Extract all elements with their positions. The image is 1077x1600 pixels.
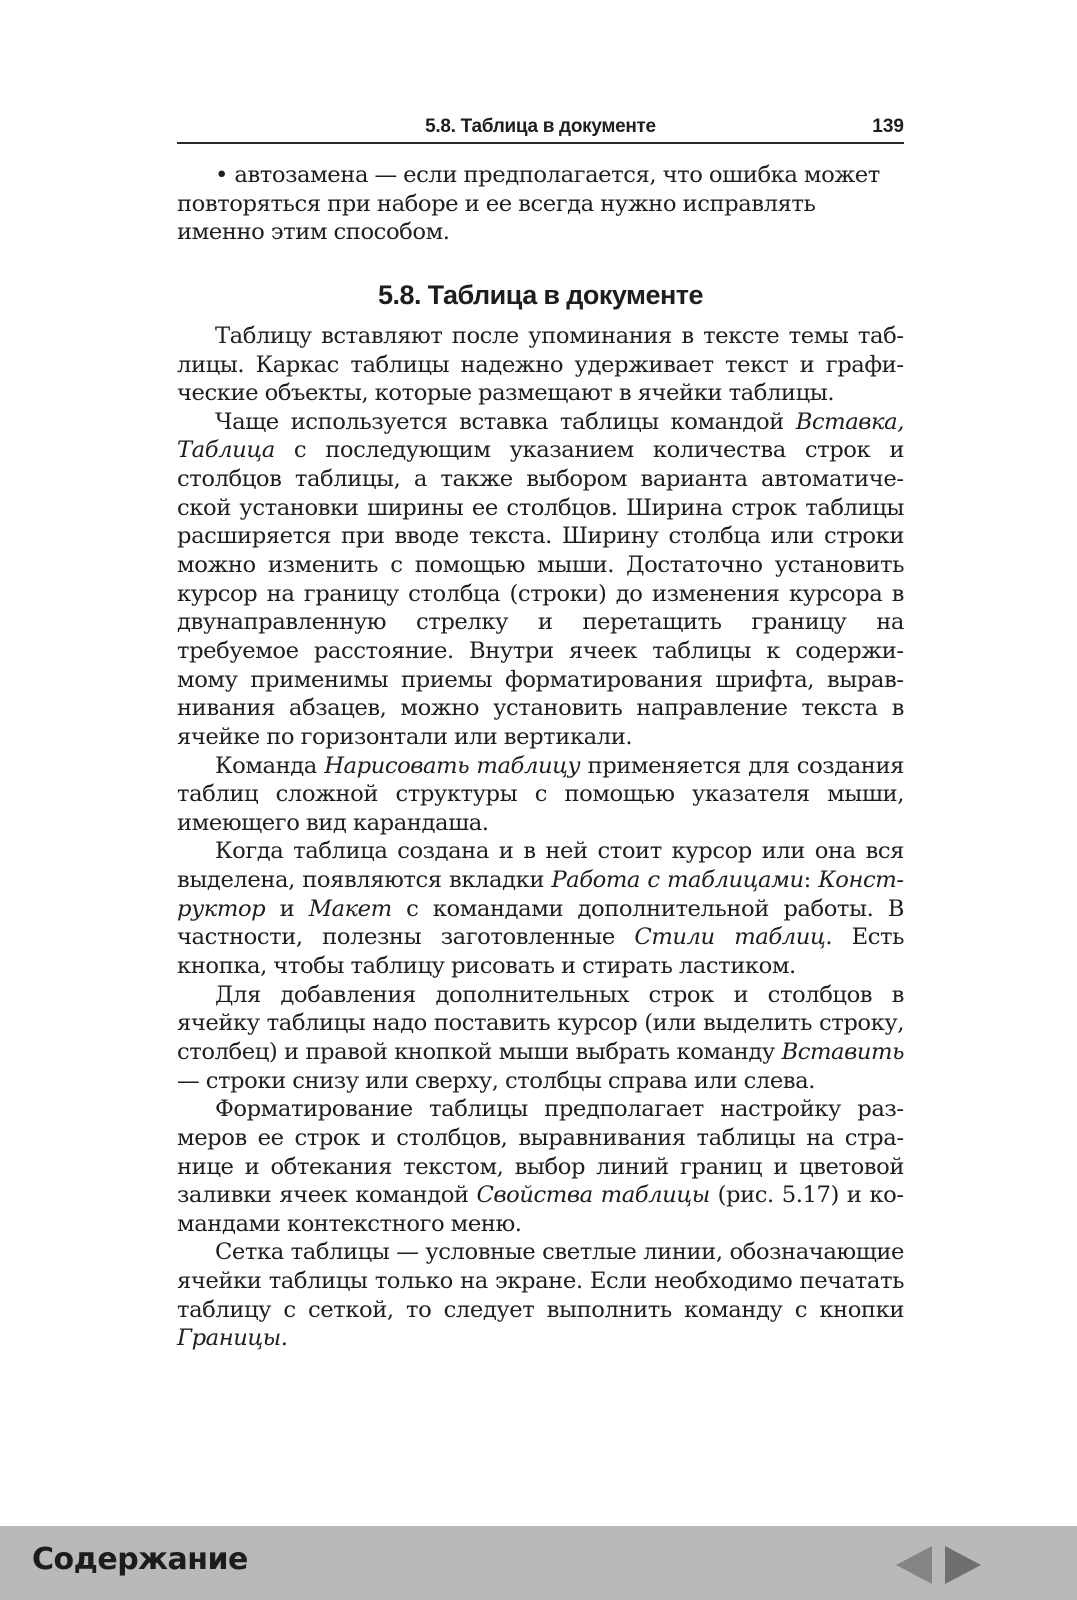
command-name: Границы — [177, 1325, 281, 1352]
bullet-line: • автозамена — если предполагается, что ошибка может — [215, 162, 880, 188]
paragraph-text: с командами дополнительной работы. В частности, полезны заготовленные — [177, 895, 904, 951]
paragraph-text: применяется для создания таблиц сложной структуры с помощью указателя мыши, имеющего вид карандаша. — [177, 752, 905, 836]
paragraph — [177, 981, 904, 1096]
paragraph — [177, 1238, 904, 1353]
paragraph — [177, 837, 904, 980]
command-name: Нарисовать таблицу — [324, 752, 581, 779]
running-header-title: 5.8. Таблица в документе — [425, 116, 656, 137]
paragraph-text: — строки снизу или сверху, столбцы справа или слева. — [177, 1067, 815, 1094]
page-number: 139 — [872, 116, 904, 137]
bullet-line: именно этим способом. — [177, 219, 450, 246]
command-name: Конструктор — [177, 867, 904, 922]
command-name: Вставить — [781, 1038, 904, 1065]
command-name: Работа с таблицами — [551, 867, 804, 894]
paragraph-text: Когда таблица создана и в ней стоит курсор или она вся выделена, появляются вкладки — [177, 838, 904, 894]
paragraph-text: Команда — [215, 752, 325, 779]
section-heading: 5.8. Таблица в документе — [377, 279, 704, 310]
paragraph-text: Сетка таблицы — условные светлые линии, обозначающие ячейки таблицы только на экране. Если необходимо печатать таблицу с сеткой, то следует выполнить команду с кнопки — [177, 1239, 904, 1323]
paragraph-text: . Есть кнопка, чтобы таблицу рисовать и стирать ластиком. — [177, 924, 904, 980]
running-header — [177, 114, 904, 144]
bullet-line: повторяться при наборе и ее всегда нужно исправлять — [177, 190, 816, 217]
navigation-bar — [0, 1526, 1077, 1600]
command-name: Стили таблиц — [634, 924, 826, 951]
paragraph — [177, 322, 904, 408]
paragraph-text: Таблицу вставляют после упоминания в тексте темы таблицы. Каркас таблицы надежно удерживает текст и графические объекты, которые размещают в ячейки таблицы. — [177, 322, 904, 407]
previous-page-icon[interactable] — [896, 1546, 932, 1584]
page-body — [177, 161, 904, 1353]
paragraph-text: с последующим указанием количества строк и столбцов таблицы, а также выбором варианта автоматической установки ширины ее столбцов. Ширина строк таблицы расширяется при вводе текста. Ширину столбца или строки можно изменить с помощью мыши. Достаточно установить курсор на границу столбца (строки) до изменения курсора в двунаправленную стрелку и перетащить границу на требуемое расстояние. Внутри ячеек таблицы к содержимому применимы приемы форматирования шрифта, выравнивания абзацев, можно установить направление текста в ячейке по горизонтали или вертикали. — [177, 437, 904, 750]
bullet-item — [177, 161, 904, 247]
command-name: Свойства таблицы — [476, 1182, 710, 1209]
paragraph — [177, 752, 904, 838]
paragraph-text: : — [803, 867, 819, 894]
command-name: Макет — [308, 895, 392, 922]
paragraph — [177, 1095, 904, 1238]
paragraph-text: и — [265, 895, 309, 922]
table-of-contents-link[interactable]: Содержание — [32, 1542, 248, 1577]
paragraph-text: (рис. 5.17) и командами контекстного меню. — [177, 1182, 904, 1237]
next-page-icon[interactable] — [945, 1546, 981, 1584]
paragraph-text: Для добавления дополнительных строк и столбцов в ячейку таблицы надо поставить курсор (или выделить строку, столбец) и правой кнопкой мыши выбрать команду — [177, 981, 904, 1065]
paragraph-text: . — [280, 1325, 288, 1352]
paragraph-text: Форматирование таблицы предполагает настройку размеров ее строк и столбцов, выравнивания таблицы на странице и обтекания текстом, выбор линий границ и цветовой заливки ячеек командой — [177, 1096, 904, 1209]
command-name: Вставка, Таблица — [177, 408, 904, 464]
paragraph — [177, 408, 904, 752]
paragraph-text: Чаще используется вставка таблицы командой — [215, 408, 796, 435]
